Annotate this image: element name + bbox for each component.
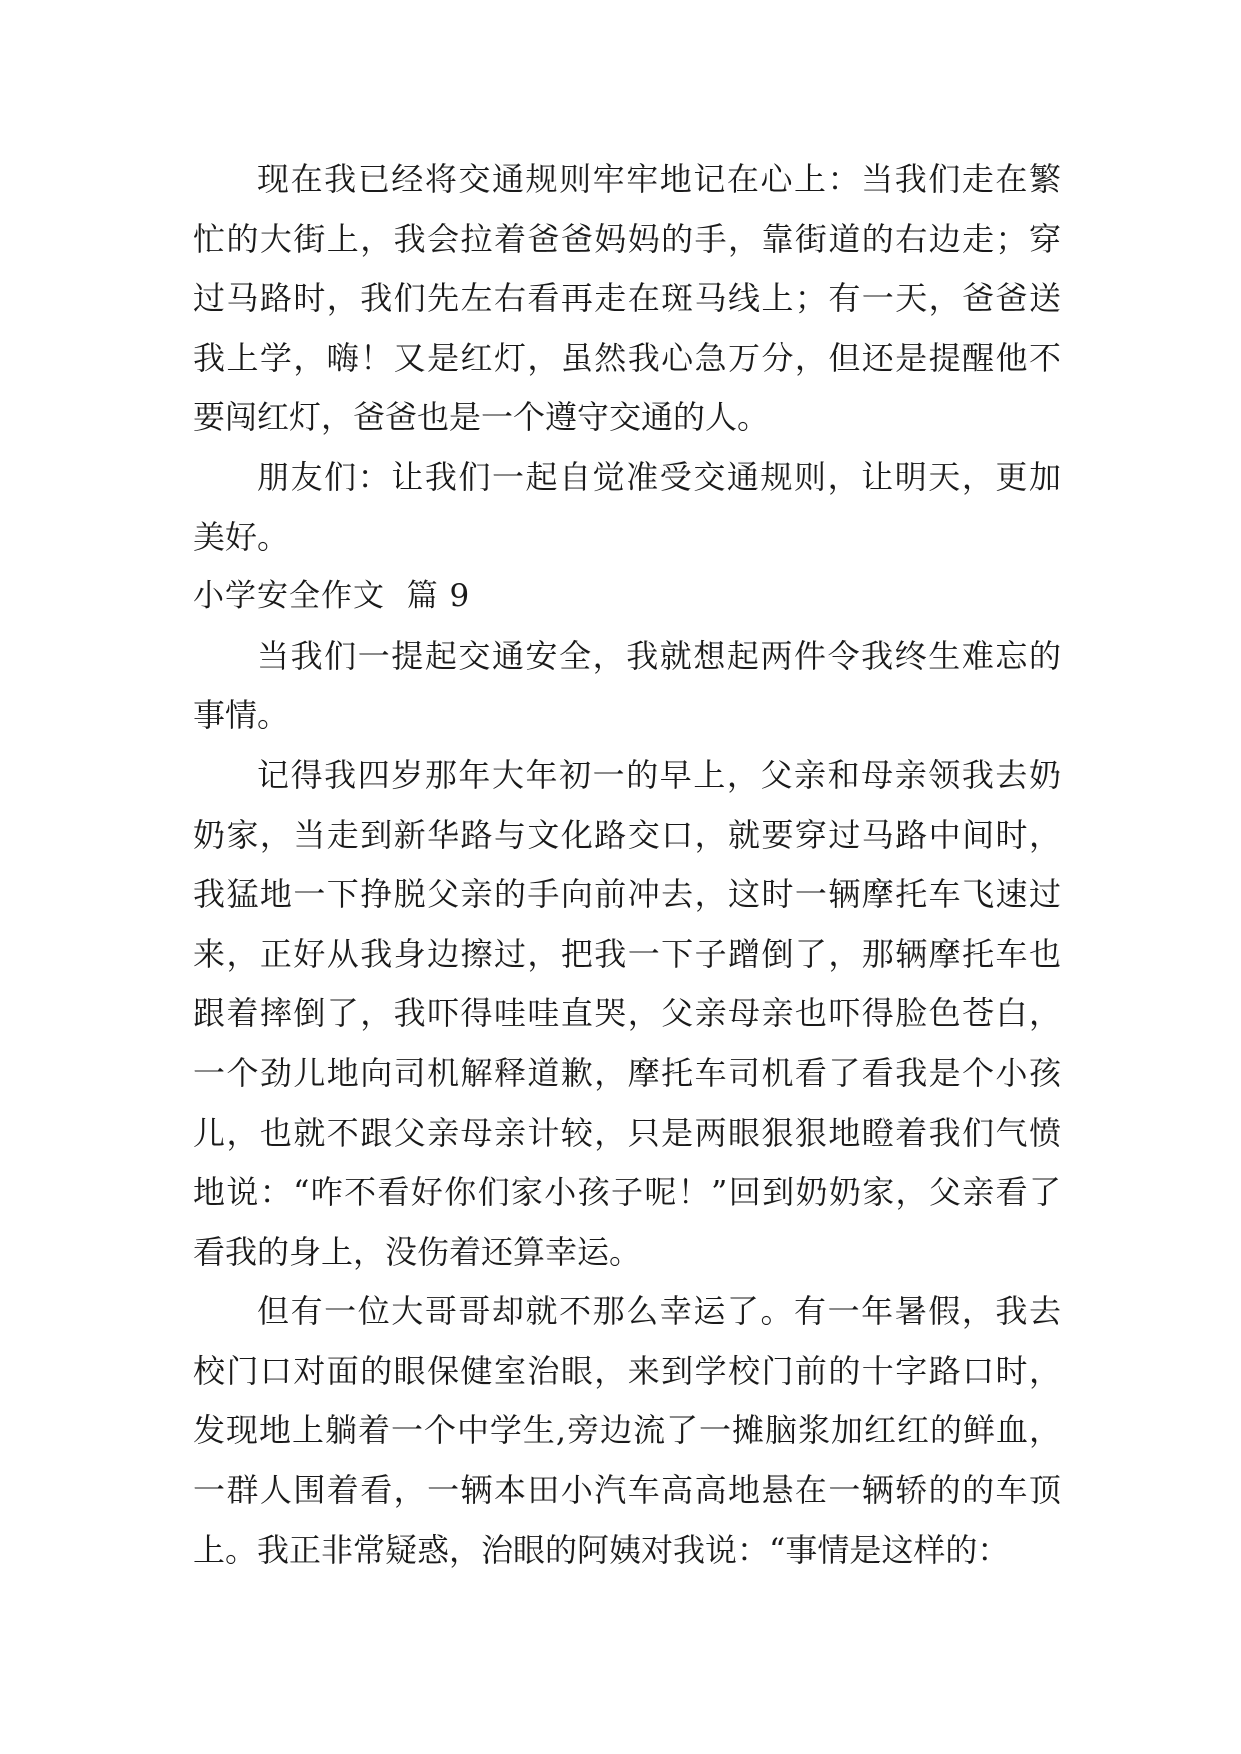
- text-line: 但有一位大哥哥却就不那么幸运了。有一年暑假，我去: [257, 1292, 1061, 1331]
- paragraph: [193, 746, 1061, 1282]
- text-line: 美好。: [193, 517, 290, 556]
- text-line: 忙的大街上，我会拉着爸爸妈妈的手，靠街道的右边走；穿: [193, 219, 1061, 258]
- text-line: 当我们一提起交通安全，我就想起两件令我终生难忘的: [257, 636, 1061, 675]
- text-line: 看我的身上，没伤着还算幸运。: [193, 1232, 642, 1271]
- text-line: 校门口对面的眼保健室治眼，来到学校门前的十字路口时，: [193, 1351, 1061, 1390]
- text-line: 要闯红灯，爸爸也是一个遵守交通的人。: [193, 398, 770, 437]
- text-line: 跟着摔倒了，我吓得哇哇直哭，父亲母亲也吓得脸色苍白，: [193, 994, 1061, 1033]
- text-line: 现在我已经将交通规则牢牢地记在心上：当我们走在繁: [257, 160, 1061, 198]
- text-line: 事情。: [193, 696, 290, 735]
- text-line: 奶家，当走到新华路与文化路交口，就要穿过马路中间时，: [193, 815, 1061, 854]
- paragraph: [193, 150, 1061, 448]
- text-line: 上。我正非常疑惑，治眼的阿姨对我说：“事情是这样的：: [193, 1530, 1010, 1569]
- text-line: 一群人围着看，一辆本田小汽车高高地悬在一辆轿的的车顶: [193, 1471, 1061, 1510]
- text-line: 地说：“咋不看好你们家小孩子呢！”回到奶奶家，父亲看了: [193, 1173, 1061, 1212]
- section-heading: [193, 567, 1061, 627]
- paragraph: [193, 1282, 1061, 1580]
- text-line: 一个劲儿地向司机解释道歉，摩托车司机看了看我是个小孩: [193, 1053, 1061, 1092]
- text-line: 记得我四岁那年大年初一的早上，父亲和母亲领我去奶: [257, 755, 1061, 794]
- text-line: 我上学，嗨！又是红灯，虽然我心急万分，但还是提醒他不: [193, 338, 1061, 377]
- document-page: [193, 150, 1061, 1580]
- text-line: 儿，也就不跟父亲母亲计较，只是两眼狠狠地瞪着我们气愤: [193, 1113, 1061, 1152]
- text-line: 我猛地一下挣脱父亲的手向前冲去，这时一辆摩托车飞速过: [193, 875, 1061, 914]
- text-line: 朋友们：让我们一起自觉准受交通规则，让明天，更加: [257, 457, 1061, 496]
- paragraph: [193, 448, 1061, 567]
- text-line: 发现地上躺着一个中学生,旁边流了一摊脑浆加红红的鲜血，: [193, 1411, 1061, 1450]
- section-title: 小学安全作文 篇 9: [193, 578, 471, 615]
- text-line: 过马路时，我们先左右看再走在斑马线上；有一天，爸爸送: [193, 279, 1061, 318]
- text-line: 来，正好从我身边擦过，把我一下子蹭倒了，那辆摩托车也: [193, 934, 1061, 973]
- paragraph: [193, 627, 1061, 746]
